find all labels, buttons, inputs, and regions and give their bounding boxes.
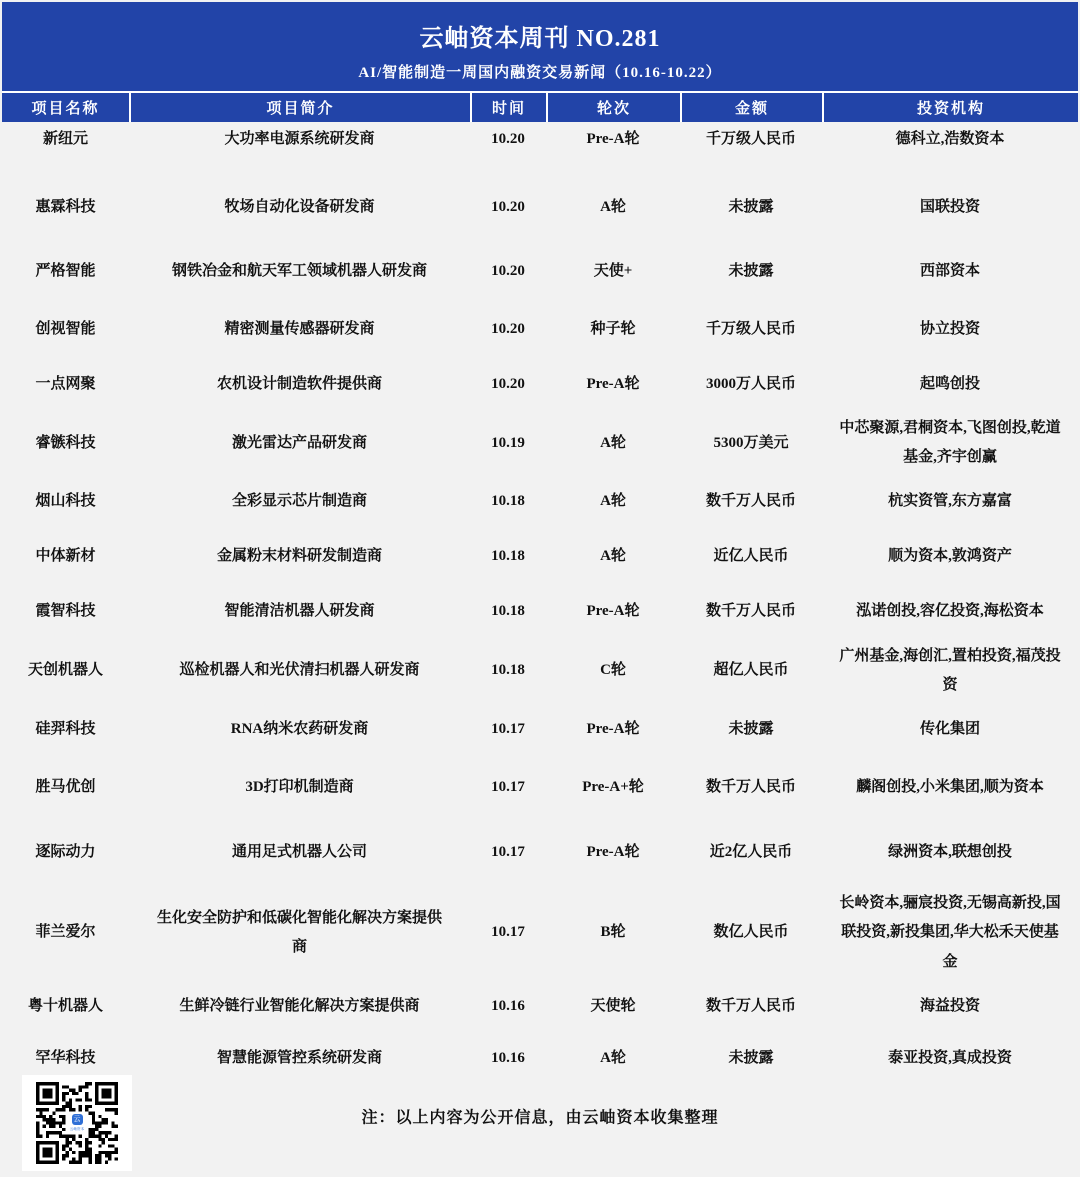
project-desc-cell: 大功率电源系统研发商 — [224, 131, 375, 148]
column-header-project-name: 项目名称 — [31, 101, 100, 117]
project-name-cell: 硅羿科技 — [35, 720, 96, 737]
funding-round-cell: Pre-A轮 — [586, 131, 640, 148]
funding-amount-cell: 未披露 — [728, 199, 774, 216]
project-name-cell: 创视智能 — [35, 320, 96, 337]
project-name-cell: 严格智能 — [35, 262, 96, 279]
investors-cell: 海益投资 — [919, 998, 980, 1015]
investors-cell: 麟阁创投,小米集团,顺为资本 — [856, 779, 1044, 796]
project-desc-cell: 精密测量传感器研发商 — [224, 320, 375, 337]
deal-date-cell: 10.19 — [491, 434, 525, 451]
column-header-investors: 投资机构 — [822, 93, 1078, 122]
deal-date-cell: 10.18 — [491, 548, 525, 565]
funding-round-cell: A轮 — [600, 1050, 626, 1067]
project-name-cell: 粤十机器人 — [27, 998, 103, 1015]
project-desc-cell: 金属粉末材料研发制造商 — [216, 548, 382, 565]
table-row — [2, 412, 1078, 475]
funding-round-cell: Pre-A轮 — [586, 720, 640, 737]
project-desc-cell: 智慧能源管控系统研发商 — [216, 1050, 382, 1067]
project-name-cell: 惠霖科技 — [35, 199, 96, 216]
funding-amount-cell: 近2亿人民币 — [709, 844, 793, 861]
project-desc-cell: 激光雷达产品研发商 — [231, 434, 367, 451]
funding-amount-cell: 千万级人民币 — [705, 131, 796, 148]
report-title: 云岫资本周刊 NO.281 — [419, 26, 661, 52]
investors-cell: 泓诺创投,容亿投资,海松资本 — [856, 603, 1044, 620]
project-desc-cell: 通用足式机器人公司 — [231, 844, 367, 861]
funding-amount-cell: 数千万人民币 — [705, 998, 796, 1015]
deal-date-cell: 10.18 — [491, 493, 525, 510]
funding-amount-cell: 千万级人民币 — [705, 320, 796, 337]
funding-round-cell: Pre-A+轮 — [582, 779, 644, 796]
investors-cell: 绿洲资本,联想创投 — [888, 844, 1012, 861]
project-name-cell: 睿镞科技 — [35, 434, 96, 451]
table-row — [2, 175, 1078, 241]
table-row — [2, 530, 1078, 585]
table-row — [2, 105, 1078, 175]
table-row — [2, 702, 1078, 757]
project-desc-cell: 3D打印机制造商 — [245, 779, 354, 796]
deal-date-cell: 10.18 — [491, 662, 525, 679]
investors-cell: 国联投资 — [919, 199, 980, 216]
column-header-amount: 金额 — [680, 93, 822, 122]
funding-round-cell: A轮 — [600, 199, 626, 216]
investors-cell: 长岭资本,骊宸投资,无锡高新投,国联投资,新投集团,华大松禾天使基金 — [839, 895, 1061, 970]
deal-date-cell: 10.17 — [491, 779, 525, 796]
table-row — [2, 475, 1078, 530]
funding-round-cell: Pre-A轮 — [586, 375, 640, 392]
table-row — [2, 302, 1078, 357]
project-name-cell: 罕华科技 — [35, 1050, 96, 1067]
project-name-cell: 新纽元 — [42, 131, 88, 148]
investors-cell: 协立投资 — [919, 320, 980, 337]
funding-amount-cell: 超亿人民币 — [713, 662, 789, 679]
project-desc-cell: 智能清洁机器人研发商 — [224, 603, 375, 620]
deal-date-cell: 10.20 — [491, 262, 525, 279]
table-row — [2, 357, 1078, 412]
deal-date-cell: 10.16 — [491, 1050, 525, 1067]
table-row — [2, 241, 1078, 302]
company-logo-label: 云岫资本 — [69, 1126, 85, 1131]
investors-cell: 德科立,浩数资本 — [895, 131, 1005, 148]
project-desc-cell: RNA纳米农药研发商 — [230, 720, 369, 737]
company-logo-icon: 云 — [73, 1116, 81, 1123]
project-desc-cell: 生化安全防护和低碳化智能化解决方案提供商 — [156, 909, 442, 955]
table-row — [2, 585, 1078, 640]
investors-cell: 中芯聚源,君桐资本,飞图创投,乾道基金,齐宇创赢 — [839, 420, 1061, 466]
deal-date-cell: 10.17 — [491, 720, 525, 737]
deal-date-cell: 10.18 — [491, 603, 525, 620]
funding-round-cell: Pre-A轮 — [586, 844, 640, 861]
deal-date-cell: 10.17 — [491, 924, 525, 941]
funding-round-cell: A轮 — [600, 434, 626, 451]
project-name-cell: 霞智科技 — [35, 603, 96, 620]
deal-date-cell: 10.20 — [491, 131, 525, 148]
project-name-cell: 胜马优创 — [35, 779, 96, 796]
project-name-cell: 中体新材 — [35, 548, 96, 565]
project-desc-cell: 牧场自动化设备研发商 — [224, 199, 375, 216]
investors-cell: 传化集团 — [919, 720, 980, 737]
funding-round-cell: 天使轮 — [590, 998, 636, 1015]
funding-round-cell: C轮 — [600, 662, 626, 679]
funding-amount-cell: 5300万美元 — [713, 434, 789, 451]
qr-code — [22, 1075, 132, 1171]
funding-round-cell: 种子轮 — [590, 320, 636, 337]
funding-amount-cell: 近亿人民币 — [713, 548, 789, 565]
report-subtitle: AI/智能制造一周国内融资交易新闻（10.16-10.22） — [358, 65, 722, 81]
project-desc-cell: 巡检机器人和光伏清扫机器人研发商 — [179, 662, 420, 679]
deal-date-cell: 10.16 — [491, 998, 525, 1015]
footer — [0, 1070, 1080, 1177]
report-banner — [2, 2, 1078, 122]
funding-amount-cell: 3000万人民币 — [705, 375, 796, 392]
project-desc-cell: 生鲜冷链行业智能化解决方案提供商 — [179, 998, 420, 1015]
funding-round-cell: A轮 — [600, 548, 626, 565]
investors-cell: 起鸣创投 — [919, 375, 980, 392]
deal-date-cell: 10.17 — [491, 844, 525, 861]
funding-amount-cell: 数千万人民币 — [705, 493, 796, 510]
column-header-project-desc: 项目简介 — [129, 93, 470, 122]
column-header-date: 时间 — [470, 93, 546, 122]
project-name-cell: 一点网聚 — [35, 375, 96, 392]
project-desc-cell: 钢铁冶金和航天军工领域机器人研发商 — [171, 262, 427, 279]
funding-round-cell: Pre-A轮 — [586, 603, 640, 620]
table-row — [2, 887, 1078, 979]
investors-cell: 泰亚投资,真成投资 — [888, 1050, 1012, 1067]
project-name-cell: 菲兰爱尔 — [35, 924, 96, 941]
footer-note: 注：以上内容为公开信息，由云岫资本收集整理 — [361, 1109, 719, 1127]
table-row — [2, 979, 1078, 1035]
investors-cell: 顺为资本,敦鸿资产 — [888, 548, 1012, 565]
table-row — [2, 640, 1078, 703]
funding-amount-cell: 数千万人民币 — [705, 779, 796, 796]
funding-amount-cell: 数千万人民币 — [705, 603, 796, 620]
funding-amount-cell: 未披露 — [728, 1050, 774, 1067]
deal-date-cell: 10.20 — [491, 375, 525, 392]
table-row — [2, 819, 1078, 887]
project-name-cell: 逐际动力 — [35, 844, 96, 861]
funding-round-cell: A轮 — [600, 493, 626, 510]
table-row — [2, 757, 1078, 819]
project-desc-cell: 农机设计制造软件提供商 — [216, 375, 382, 392]
qr-center-logo — [67, 1112, 87, 1134]
column-header-round: 轮次 — [546, 93, 680, 122]
project-name-cell: 天创机器人 — [27, 662, 103, 679]
project-desc-cell: 全彩显示芯片制造商 — [231, 493, 367, 510]
funding-amount-cell: 未披露 — [728, 720, 774, 737]
funding-round-cell: 天使+ — [593, 262, 633, 279]
deal-date-cell: 10.20 — [491, 320, 525, 337]
funding-amount-cell: 未披露 — [728, 262, 774, 279]
investors-cell: 西部资本 — [919, 262, 980, 279]
deal-date-cell: 10.20 — [491, 199, 525, 216]
project-name-cell: 烟山科技 — [35, 493, 96, 510]
table-body — [2, 105, 1078, 1083]
investors-cell: 杭实资管,东方嘉富 — [888, 493, 1012, 510]
funding-round-cell: B轮 — [600, 924, 626, 941]
funding-amount-cell: 数亿人民币 — [713, 924, 789, 941]
investors-cell: 广州基金,海创汇,置柏投资,福茂投资 — [839, 647, 1061, 693]
